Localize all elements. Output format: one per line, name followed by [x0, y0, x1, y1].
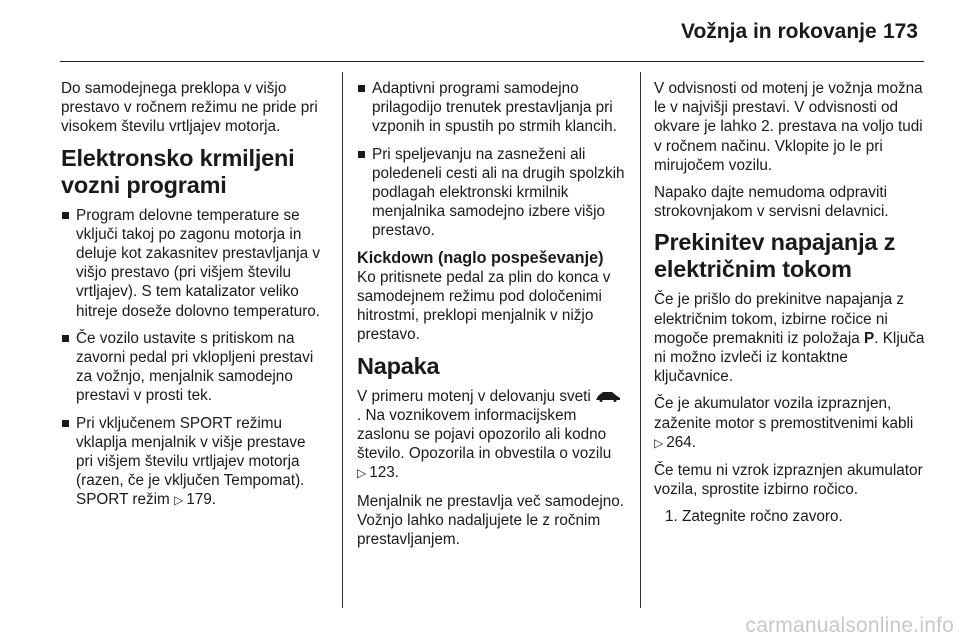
adaptive-programs-list — [357, 79, 625, 241]
paragraph: V odvisnosti od motenj je vožnja možna le v najvišji prestavi. V odvisnosti od okvare je lahko 2. prestava na voljo tudi v ročnem načinu. Vklopite jo le pri mirujočem vozilu. — [654, 80, 923, 174]
section-heading-driving-programs: Elektronsko krmiljeni vozni programi — [61, 144, 295, 198]
paragraph-text: Ključa ni možno izvleči iz kontaktne ključavnice. — [654, 329, 925, 386]
paragraph: Če temu ni vzrok izpraznjen akumulator vozila, sprostite izbirno ročico. — [654, 462, 923, 499]
section-title: Vožnja in rokovanje — [681, 20, 877, 43]
manual-mode-paragraph: Menjalnik ne prestavlja več samodejno. Vožnjo lahko nadaljujete le z ročnim prestavljanjem. — [357, 492, 624, 549]
list-item: Če vozilo ustavite s pritiskom na zavorni pedal pri vklopljeni prestavi za vožnjo, menjalnik samodejno prestavi v prosti tek. — [61, 329, 326, 406]
column-divider — [640, 72, 641, 608]
column-1 — [61, 79, 326, 519]
watermark: carmanualsonline.info — [745, 614, 954, 637]
list-item-text: Pri vključenem SPORT režimu vklaplja menjalnik v višje prestave pri višjem številu vrtljajev motorja (razen, če je vključen Tempomat). SPORT režim — [76, 414, 306, 509]
numbered-step: 1. Zategnite ročno zavoro. — [665, 508, 843, 526]
paragraph-text: Če je prišlo do prekinitve napajanja z električnim tokom, izbirne ročice ni mogoče premakniti iz položaja — [654, 291, 904, 347]
column-2 — [357, 79, 625, 557]
paragraph-text: Če je akumulator vozila izpraznjen, zaženite motor s premostitvenimi kabli — [654, 395, 914, 432]
page-reference-link[interactable]: 264. — [666, 433, 697, 451]
triangle-right-icon: ▷ — [174, 493, 184, 508]
column-3 — [654, 79, 928, 535]
power-interruption-paragraph — [654, 290, 928, 386]
list-item: Program delovne temperature se vključi takoj po zagonu motorja in deluje kot zakasnitev prestavljanja v višjo prestavo (pri višjem številu vrtljajev). S tem katalizator veliko hitreje doseže dolovno temperaturo. — [61, 206, 326, 321]
column-divider — [342, 72, 343, 608]
list-item — [61, 414, 326, 511]
intro-paragraph: Do samodejnega preklopa v višjo prestavo v ročnem režimu ne pride pri visokem številu vrtljajev motorja. — [61, 80, 318, 136]
position-p-label: P — [864, 329, 875, 347]
page-reference-link[interactable]: 179. — [186, 491, 217, 509]
list-item: Adaptivni programi samodejno prilagodijo trenutek prestavljanja pri vzponih in spustih po strmih klancih. — [357, 79, 625, 137]
fault-text: . Na voznikovem informacijskem zaslonu se pojavi opozorilo ali kodno število. Opozorila in obvestila o vozilu — [357, 406, 612, 463]
car-warning-icon — [595, 390, 621, 402]
kickdown-paragraph: Ko pritisnete pedal za plin do konca v samodejnem režimu pod določenimi hitrostmi, preklopi menjalnik v nižjo prestavo. — [357, 268, 611, 344]
fault-text: V primeru motenj v delovanju sveti — [357, 387, 591, 405]
list-item: Pri speljevanju na zasneženi ali poledeneli cesti ali na drugih spolzkih podlagah elektronski krmilnik menjalnika samodejno izbere višjo prestavo. — [357, 145, 625, 241]
page-reference-link[interactable]: 123. — [369, 464, 400, 482]
triangle-right-icon: ▷ — [654, 435, 664, 450]
fault-paragraph — [357, 387, 625, 484]
page-number: 173 — [882, 20, 918, 43]
page-header — [60, 16, 924, 62]
section-heading-fault: Napaka — [357, 352, 440, 379]
driving-programs-list — [61, 206, 326, 511]
paragraph: Napako dajte nemudoma odpraviti strokovnjakom v servisni delavnici. — [654, 184, 889, 221]
section-heading-power-interruption: Prekinitev napajanja z električnim tokom — [654, 229, 896, 283]
battery-paragraph — [654, 394, 928, 453]
triangle-right-icon: ▷ — [357, 466, 367, 481]
paragraph-text: . — [874, 329, 879, 347]
subheading-kickdown: Kickdown (naglo pospeševanje) — [357, 248, 604, 267]
